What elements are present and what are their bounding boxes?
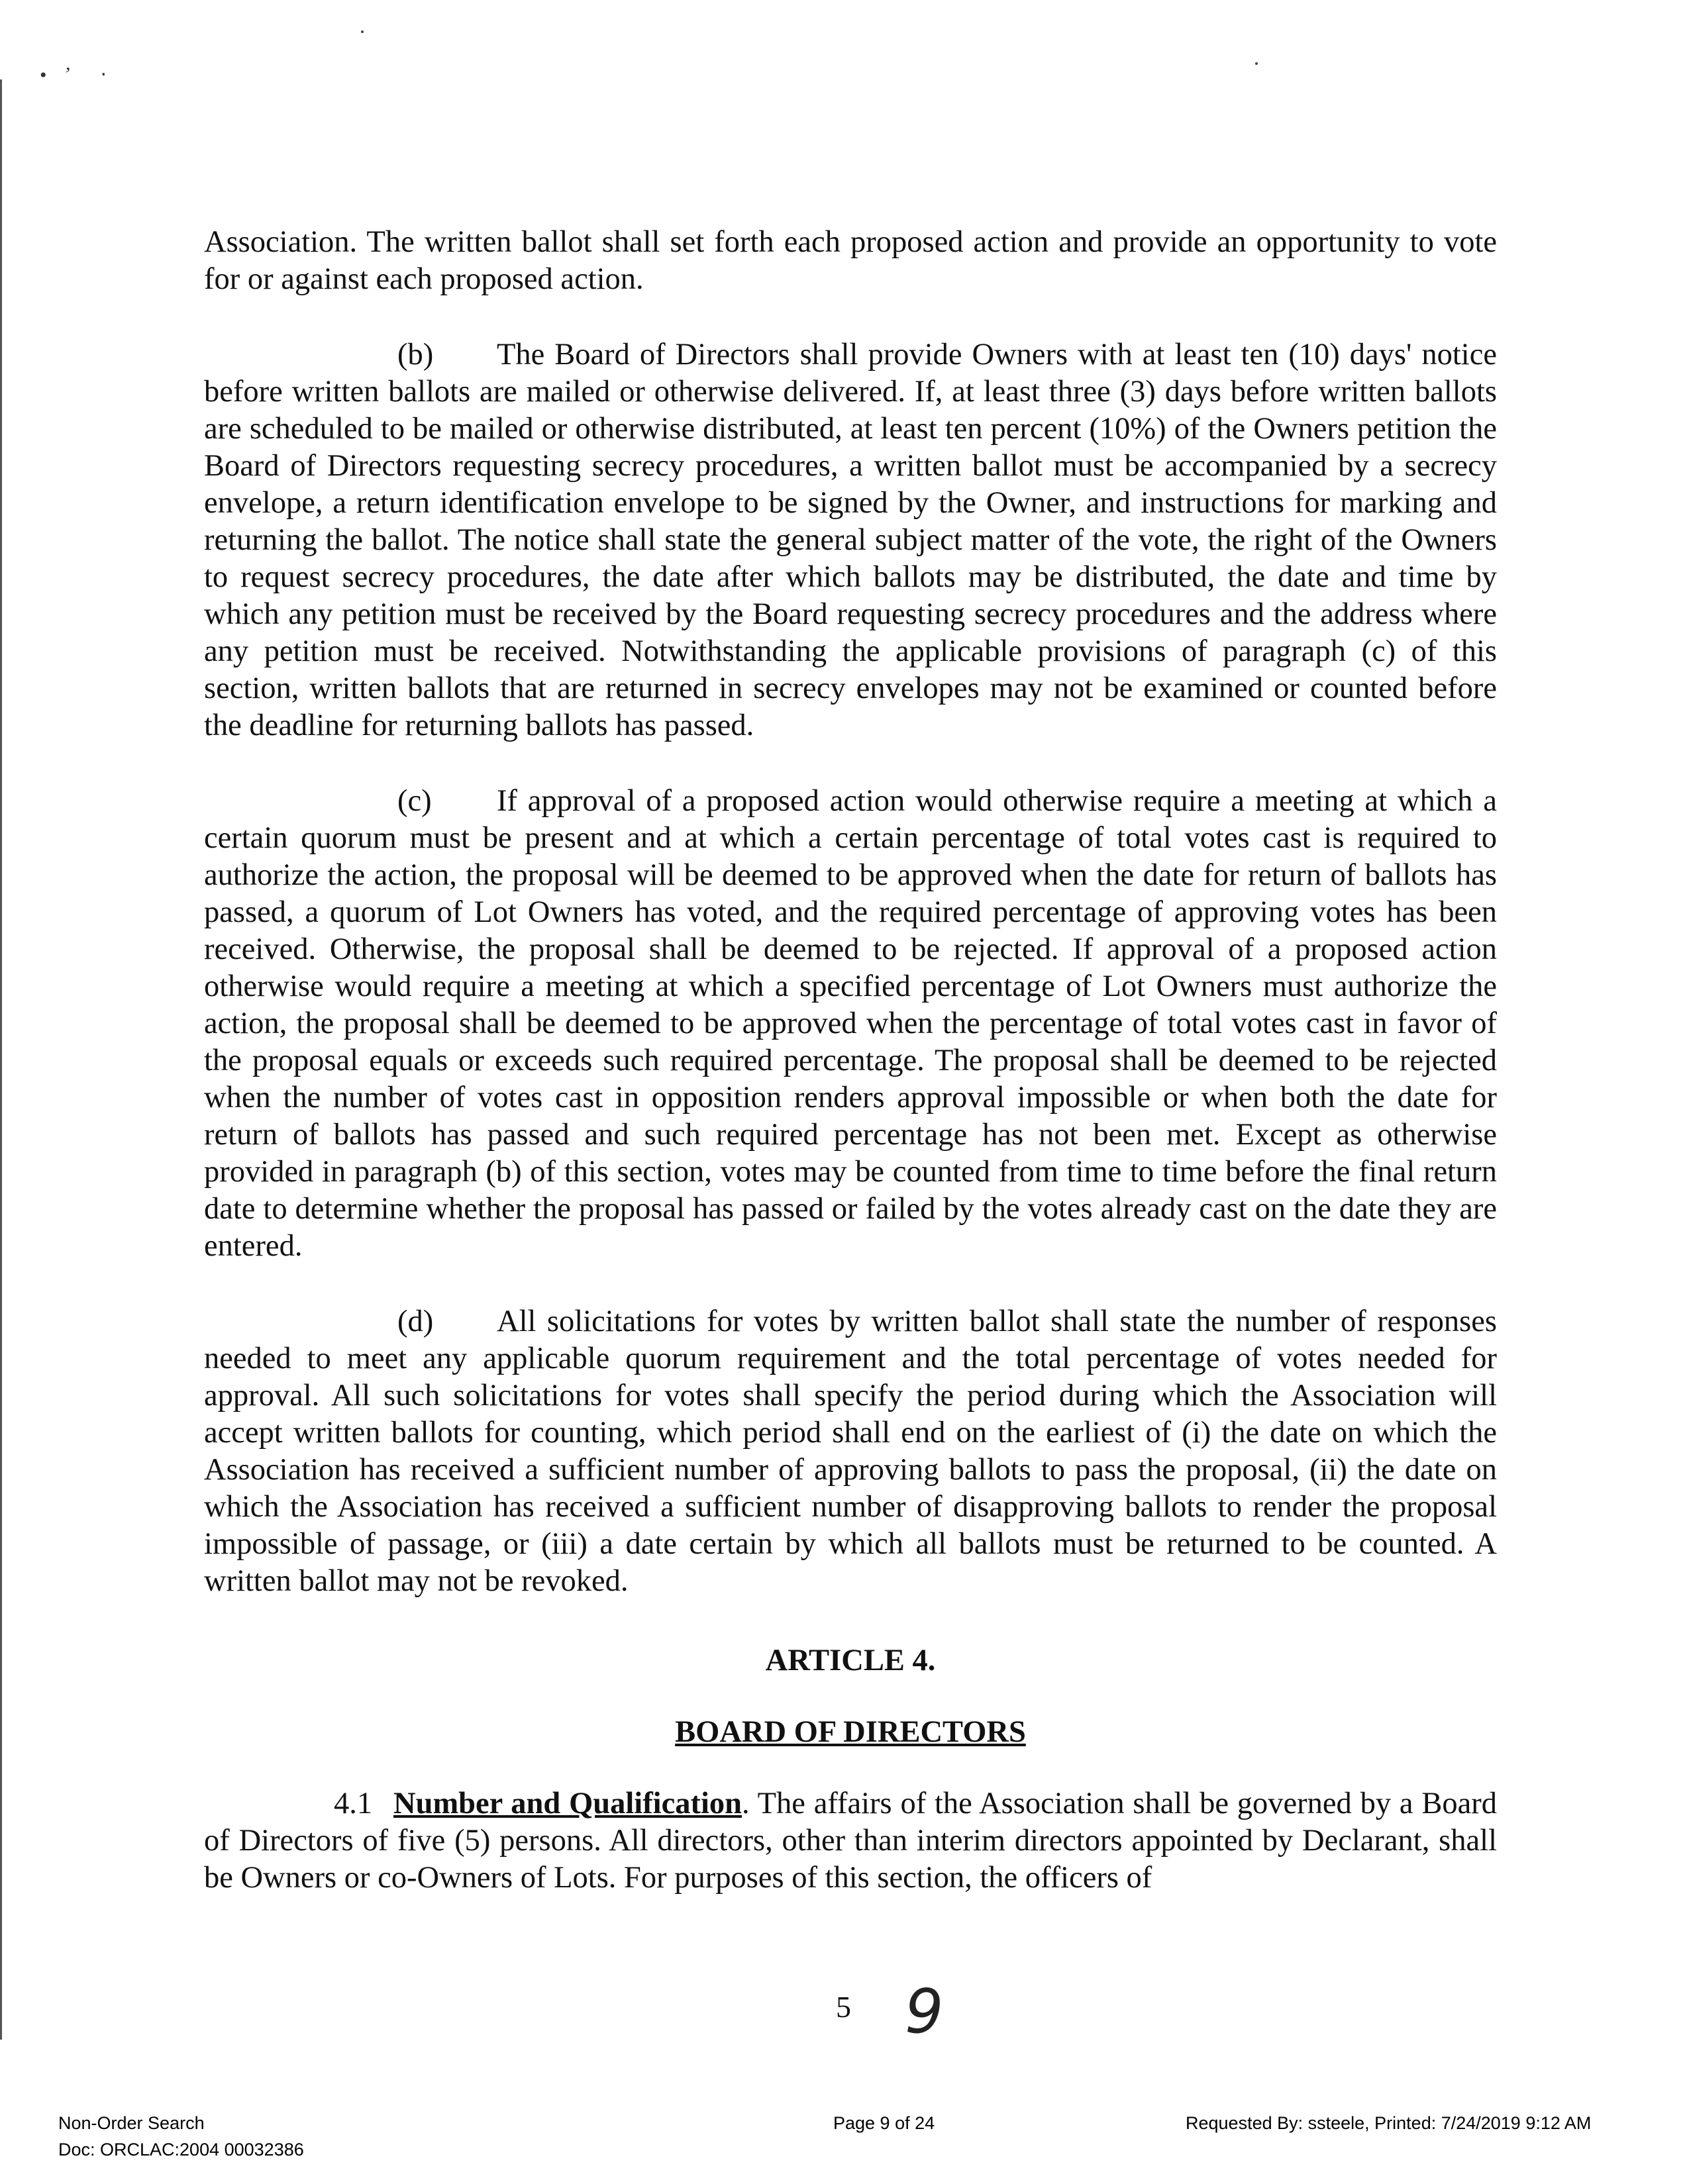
scan-speck-icon xyxy=(361,30,364,33)
paragraph-c xyxy=(204,783,1497,1265)
footer-page-count: Page 9 of 24 xyxy=(833,2113,935,2133)
section-number: 4.1 xyxy=(334,1787,373,1820)
footer-doc-id: Doc: ORCLAC:2004 00032386 xyxy=(58,2140,304,2159)
footer-requested-by: Requested By: ssteele, Printed: 7/24/2019 9:12 AM xyxy=(1186,2113,1592,2133)
paragraph-label: (c) xyxy=(397,784,432,818)
paragraph-text: The Board of Directors shall provide Owners with at least ten (10) days' notice before written ballots are mailed or otherwise delivered. If, at least three (3) days before written ballots are scheduled to be mailed or otherwise distributed, at least ten percent (10%) of the Owners petition the Board of Directors requesting secrecy procedures, a written ballot must be accompanied by a secrecy envelope, a return identification envelope to be signed by the Owner, and instructions for marking and returning the ballot. The notice shall state the general subject matter of the vote, the right of the Owners to request secrecy procedures, the date after which ballots may be distributed, the date and time by which any petition must be received by the Board requesting secrecy procedures and the address where any petition must be received. Notwithstanding the applicable provisions of paragraph (c) of this section, written ballots that are returned in secrecy envelopes may not be examined or counted before the deadline for returning ballots has passed. xyxy=(204,338,1497,742)
article-title xyxy=(204,1714,1497,1751)
paragraph-text: Association. The written ballot shall set forth each proposed action and provide an opportunity to vote for or against each proposed action. xyxy=(204,225,1497,296)
article-heading: ARTICLE 4. xyxy=(765,1644,936,1677)
scan-marks-icon: • ̛ ‧ xyxy=(40,64,122,86)
scan-left-edge xyxy=(0,79,2,2040)
section-text: . The affairs of the Association shall be governed by a Board of Directors of five (5) persons. All directors, other than interim directors appointed by Declarant, shall be Owners or co-Owners of Lots. For purposes of this section, the officers of xyxy=(204,1787,1498,1895)
handwritten-page-number: 9 xyxy=(905,1976,944,2047)
document-body xyxy=(204,224,1497,1935)
paragraph-text: All solicitations for votes by written ballot shall state the number of responses needed to meet any applicable quorum requirement and the total percentage of votes needed for approval. All such solicitations for votes shall specify the period during which the Association will accept written ballots for counting, which period shall end on the earliest of (i) the date on which the Association has received a sufficient number of approving ballots to pass the proposal, (ii) the date on which the Association has received a sufficient number of disapproving ballots to render the proposal impossible of passage, or (iii) a date certain by which all ballots must be returned to be counted. A written ballot may not be revoked. xyxy=(204,1305,1497,1598)
scan-speck-icon xyxy=(1255,62,1258,65)
paragraph-text: If approval of a proposed action would otherwise require a meeting at which a certain quorum must be present and at which a certain percentage of total votes cast is required to authorize the action, the proposal will be deemed to be approved when the date for return of ballots has passed, a quorum of Lot Owners has voted, and the required percentage of approving votes has been received. Otherwise, the proposal shall be deemed to be rejected. If approval of a proposed action otherwise would require a meeting at which a specified percentage of Lot Owners must authorize the action, the proposal shall be deemed to be approved when the percentage of total votes cast in favor of the proposal equals or exceeds such required percentage. The proposal shall be deemed to be rejected when the number of votes cast in opposition renders approval impossible or when both the date for return of ballots has passed and such required percentage has not been met. Except as otherwise provided in paragraph (b) of this section, votes may be counted from time to time before the final return date to determine whether the proposal has passed or failed by the votes already cast on the date they are entered. xyxy=(204,784,1497,1263)
footer-search-type: Non-Order Search xyxy=(58,2113,205,2133)
section-4-1 xyxy=(204,1785,1497,1897)
paragraph-label: (d) xyxy=(397,1305,434,1338)
article-title-text: BOARD OF DIRECTORS xyxy=(675,1715,1026,1749)
paragraph-a-continued xyxy=(204,224,1497,298)
section-title: Number and Qualification xyxy=(393,1787,742,1820)
page-number: 5 xyxy=(836,1990,851,2024)
paragraph-d xyxy=(204,1303,1497,1600)
paragraph-b xyxy=(204,336,1497,744)
footer-left xyxy=(58,2110,304,2163)
paragraph-label: (b) xyxy=(397,338,434,372)
